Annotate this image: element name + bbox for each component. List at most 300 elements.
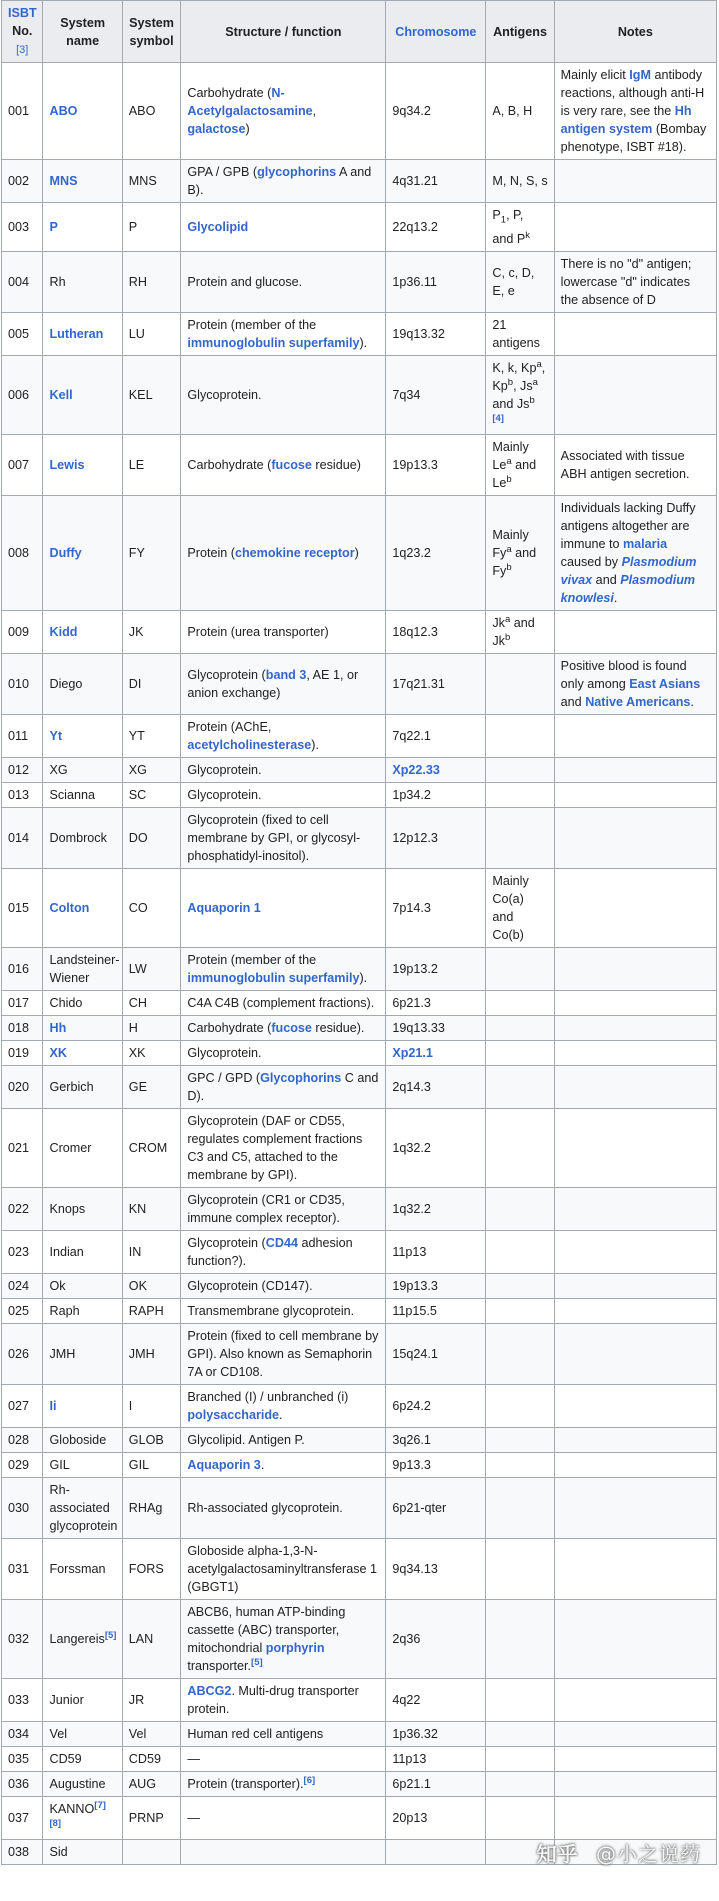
system-symbol-cell: LAN [122, 1599, 181, 1678]
chromosome-cell [386, 1538, 486, 1599]
isbt-number-cell: 013 [2, 782, 43, 807]
table-row [2, 1298, 717, 1323]
isbt-number-cell: 033 [2, 1678, 43, 1721]
text-span: Protein (fixed to cell membrane by GPI). Also known as Semaphorin 7A or CD108. [187, 1328, 379, 1379]
chromosome-cell [386, 160, 486, 203]
system-symbol-cell: XG [122, 757, 181, 782]
system-name-cell [43, 947, 122, 990]
notes-cell [554, 160, 716, 203]
text-span: A, B, H [492, 104, 533, 118]
notes-cell [554, 1721, 716, 1746]
inline-link[interactable]: Native Americans [585, 694, 691, 709]
chromosome-text: 19p13.3 [392, 1278, 438, 1293]
chromosome-cell [386, 714, 486, 757]
text-span: Protein (urea transporter) [187, 624, 329, 639]
structure-cell [181, 1323, 386, 1384]
inline-link[interactable]: Hh antigen system [560, 104, 692, 136]
chromosome-cell [386, 1771, 486, 1796]
structure-cell [181, 1187, 386, 1230]
text-span: Globoside alpha-1,3-N-acetylgalactosaminyltransferase 1 (GBGT1) [187, 1543, 378, 1594]
system-name-text: Landsteiner-Wiener [49, 952, 120, 985]
system-name-link[interactable]: MNS [49, 174, 78, 188]
system-name-cell[interactable] [43, 714, 122, 757]
antigens-cell [486, 1538, 554, 1599]
watermark-logo: 知乎 [536, 1842, 579, 1866]
isbt-number-cell: 017 [2, 990, 43, 1015]
system-name-cell [43, 1771, 122, 1796]
isbt-number-cell: 035 [2, 1746, 43, 1771]
chromosome-cell[interactable] [386, 757, 486, 782]
inline-link[interactable]: CD44 [265, 1235, 298, 1250]
chromosome-text: 19q13.33 [392, 1020, 445, 1035]
system-name-link[interactable]: Ii [49, 1398, 57, 1413]
watermark [537, 1838, 701, 1867]
system-symbol-cell: GE [122, 1065, 181, 1108]
system-name-cell [43, 757, 122, 782]
chromosome-text: 9q34.2 [392, 104, 431, 118]
system-name-link[interactable]: Kidd [49, 624, 78, 639]
text-span: and Le [492, 457, 537, 490]
antigens-cell [486, 1599, 554, 1678]
chromosome-cell [386, 1298, 486, 1323]
reference-link[interactable]: [5] [251, 1656, 263, 1668]
system-name-cell[interactable] [43, 203, 122, 252]
text-span: Mainly Le [492, 439, 529, 472]
text-span: Glycoprotein (CR1 or CD35, immune complex receptor). [187, 1192, 345, 1225]
system-name-text: Junior [49, 1692, 84, 1707]
system-name-text: Cromer [49, 1140, 92, 1155]
inline-link[interactable]: immunoglobulin superfamily [187, 335, 360, 350]
isbt-number-cell: 027 [2, 1384, 43, 1427]
header-system-name: System name [43, 1, 122, 63]
reference-link[interactable]: [4] [492, 412, 504, 424]
structure-cell [181, 1721, 386, 1746]
text-span: caused by [560, 554, 622, 569]
text-span: . [279, 1407, 283, 1422]
text-span: C and D). [187, 1070, 379, 1103]
chromosome-text: 2q36 [392, 1631, 421, 1646]
inline-link[interactable]: polysaccharide [187, 1407, 280, 1422]
structure-cell [181, 782, 386, 807]
system-symbol-cell: FORS [122, 1538, 181, 1599]
header-chromosome[interactable] [386, 1, 486, 63]
text-span: , Js [513, 378, 533, 393]
system-name-link[interactable]: Hh [49, 1020, 67, 1035]
structure-cell [181, 1599, 386, 1678]
superscript: b [506, 473, 512, 485]
inline-link[interactable]: acetylcholinesterase [187, 737, 312, 752]
system-name-text: Knops [49, 1201, 86, 1216]
text-span: Associated with tissue ABH antigen secretion. [560, 448, 690, 481]
text-span: Rh-associated glycoprotein. [187, 1500, 343, 1515]
table-row [2, 1427, 717, 1452]
reference-link[interactable]: [8] [49, 1817, 62, 1829]
isbt-number-cell: 037 [2, 1796, 43, 1839]
system-symbol-cell: KEL [122, 355, 181, 434]
chromosome-cell [386, 1273, 486, 1298]
isbt-number-cell: 010 [2, 653, 43, 714]
system-symbol-cell: IN [122, 1230, 181, 1273]
chromosome-link[interactable]: Xp22.33 [392, 762, 440, 777]
text-span: M, N, S, s [492, 174, 548, 188]
table-row [2, 203, 717, 252]
text-span: GPA / GPB ( [187, 165, 258, 179]
text-span: and Js [492, 396, 530, 411]
inline-link[interactable]: band 3 [265, 667, 307, 682]
notes-cell [554, 868, 716, 947]
structure-cell [181, 1040, 386, 1065]
isbt-number-cell: 026 [2, 1323, 43, 1384]
chromosome-cell [386, 1796, 486, 1839]
system-name-cell[interactable] [43, 63, 122, 160]
system-name-cell[interactable] [43, 868, 122, 947]
antigens-cell [486, 434, 554, 495]
system-name-cell [43, 1108, 122, 1187]
chromosome-cell [386, 355, 486, 434]
text-span: and Jk [492, 615, 535, 648]
inline-link[interactable]: immunoglobulin superfamily [187, 970, 360, 985]
structure-cell [181, 1538, 386, 1599]
antigens-cell [486, 807, 554, 868]
chromosome-cell [386, 1065, 486, 1108]
structure-cell [181, 653, 386, 714]
system-name-text: Raph [49, 1303, 80, 1318]
text-span: There is no "d" antigen; lowercase "d" indicates the absence of D [560, 256, 692, 307]
superscript: a [532, 376, 538, 388]
chromosome-text: 1p36.11 [392, 274, 437, 289]
antigens-cell [486, 1187, 554, 1230]
table-row [2, 990, 717, 1015]
system-symbol-cell: ABO [122, 63, 181, 160]
notes-cell [554, 63, 716, 160]
system-symbol-cell: PRNP [122, 1796, 181, 1839]
structure-cell [181, 947, 386, 990]
inline-link[interactable]: Aquaporin 3 [187, 1457, 261, 1472]
chromosome-cell [386, 1746, 486, 1771]
notes-cell [554, 757, 716, 782]
notes-cell [554, 1108, 716, 1187]
table-row [2, 1273, 717, 1298]
structure-cell [181, 1230, 386, 1273]
system-name-cell[interactable] [43, 1040, 122, 1065]
superscript: b [506, 561, 512, 573]
inline-link[interactable]: chemokine receptor [234, 545, 355, 560]
text-span: Glycoprotein ( [187, 667, 266, 682]
system-name-text: Rh-associated glycoprotein [49, 1482, 118, 1533]
table-row [2, 653, 717, 714]
table-row [2, 610, 717, 653]
isbt-number-cell: 007 [2, 434, 43, 495]
table-row [2, 1015, 717, 1040]
text-span: Glycoprotein (DAF or CD55, regulates complement fractions C3 and C5, attached to the membrane by GPI). [187, 1113, 363, 1182]
structure-cell [181, 1015, 386, 1040]
inline-link[interactable]: fucose [271, 457, 312, 472]
notes-cell [554, 653, 716, 714]
text-span: Branched (I) / unbranched (i) [187, 1389, 349, 1404]
system-name-cell[interactable] [43, 1015, 122, 1040]
inline-link[interactable]: East Asians [629, 676, 701, 691]
system-name-cell [43, 1323, 122, 1384]
system-symbol-cell: P [122, 203, 181, 252]
notes-cell [554, 807, 716, 868]
chromosome-link[interactable]: Chromosome [395, 24, 477, 39]
system-symbol-cell: LE [122, 434, 181, 495]
system-name-text: CD59 [49, 1751, 82, 1766]
system-name-cell[interactable] [43, 610, 122, 653]
antigens-cell [486, 1427, 554, 1452]
notes-cell [554, 714, 716, 757]
system-symbol-cell: GLOB [122, 1427, 181, 1452]
chromosome-cell [386, 947, 486, 990]
system-symbol-cell: FY [122, 495, 181, 610]
inline-link[interactable]: Aquaporin 1 [187, 900, 261, 915]
antigens-cell [486, 203, 554, 252]
isbt-number-cell: 002 [2, 160, 43, 203]
notes-cell [554, 1230, 716, 1273]
text-span: — [187, 1810, 200, 1825]
chromosome-text: 15q24.1 [392, 1346, 438, 1361]
system-name-text: Forssman [49, 1561, 106, 1576]
notes-cell [554, 610, 716, 653]
structure-cell [181, 1746, 386, 1771]
header-structure: Structure / function [181, 1, 386, 63]
system-symbol-cell: LW [122, 947, 181, 990]
chromosome-link[interactable]: Xp21.1 [392, 1045, 433, 1060]
system-name-cell [43, 1477, 122, 1538]
blood-group-table [1, 0, 717, 1865]
structure-cell [181, 807, 386, 868]
chromosome-text: 7p14.3 [392, 900, 431, 915]
inline-link[interactable]: ABCG2 [187, 1683, 232, 1698]
inline-link[interactable]: Glycolipid [187, 219, 249, 234]
system-symbol-cell: H [122, 1015, 181, 1040]
system-name-link[interactable]: Kell [49, 387, 73, 402]
structure-cell [181, 1452, 386, 1477]
table-row [2, 160, 717, 203]
text-span: Glycoprotein. [187, 762, 262, 777]
chromosome-cell [386, 1599, 486, 1678]
header-notes: Notes [554, 1, 716, 63]
notes-cell [554, 434, 716, 495]
chromosome-text: 19q13.32 [392, 326, 445, 341]
inline-link[interactable]: glycophorins [257, 165, 337, 179]
system-symbol-cell: JR [122, 1678, 181, 1721]
text-span: Glycolipid. Antigen P. [187, 1432, 305, 1447]
system-name-cell [43, 1230, 122, 1273]
text-span: Carbohydrate ( [187, 1020, 272, 1035]
system-name-text: Chido [49, 995, 83, 1010]
text-span: residue) [311, 457, 361, 472]
system-name-link[interactable]: XK [49, 1045, 67, 1060]
isbt-number-cell: 018 [2, 1015, 43, 1040]
table-row [2, 1384, 717, 1427]
antigens-cell [486, 1323, 554, 1384]
system-symbol-cell: AUG [122, 1771, 181, 1796]
system-symbol-cell: CH [122, 990, 181, 1015]
system-symbol-cell: Vel [122, 1721, 181, 1746]
notes-cell [554, 203, 716, 252]
text-span: ). [359, 970, 368, 985]
italic-link[interactable]: Plasmodium knowlesi [560, 572, 696, 605]
system-name-text: Rh [49, 274, 66, 289]
table-row [2, 434, 717, 495]
inline-link[interactable]: N-Acetylgalactosamine [187, 86, 313, 118]
system-symbol-cell: RAPH [122, 1298, 181, 1323]
isbt-link[interactable]: ISBT [8, 6, 37, 20]
table-row [2, 868, 717, 947]
system-name-link[interactable]: Colton [49, 900, 90, 915]
notes-cell [554, 1040, 716, 1065]
system-name-link[interactable]: Yt [49, 728, 63, 743]
text-span: P [492, 208, 501, 222]
antigens-cell [486, 1015, 554, 1040]
chromosome-cell [386, 1230, 486, 1273]
text-span: Glycoprotein ( [187, 1235, 266, 1250]
antigens-cell [486, 947, 554, 990]
notes-cell [554, 1384, 716, 1427]
table-row [2, 1452, 717, 1477]
isbt-number-cell: 032 [2, 1599, 43, 1678]
table-row [2, 1040, 717, 1065]
system-symbol-cell: RH [122, 251, 181, 312]
antigens-cell [486, 495, 554, 610]
inline-link[interactable]: fucose [271, 1020, 312, 1035]
text-span: Mainly Co(a) and Co(b) [492, 873, 529, 942]
italic-link[interactable]: Plasmodium vivax [560, 554, 697, 587]
structure-cell [181, 757, 386, 782]
antigens-cell [486, 868, 554, 947]
text-span: Protein ( [187, 545, 235, 560]
notes-cell [554, 312, 716, 355]
structure-cell [181, 1771, 386, 1796]
chromosome-cell [386, 434, 486, 495]
system-symbol-cell: CO [122, 868, 181, 947]
notes-cell [554, 782, 716, 807]
antigens-cell [486, 251, 554, 312]
notes-cell [554, 355, 716, 434]
isbt-ref-link[interactable]: [3] [16, 44, 29, 56]
system-name-text: Dombrock [49, 830, 107, 845]
antigens-cell [486, 312, 554, 355]
text-span: Glycoprotein (CD147). [187, 1278, 313, 1293]
system-name-cell [43, 1839, 122, 1864]
system-name-text: JMH [49, 1346, 76, 1361]
inline-link[interactable]: galactose [187, 122, 246, 136]
antigens-cell [486, 1452, 554, 1477]
isbt-number-cell: 001 [2, 63, 43, 160]
table-row [2, 1771, 717, 1796]
text-span: Transmembrane glycoprotein. [187, 1303, 355, 1318]
antigens-cell [486, 1721, 554, 1746]
reference-link[interactable]: [7] [94, 1799, 106, 1811]
system-symbol-cell: MNS [122, 160, 181, 203]
text-span: C, c, D, E, e [492, 265, 535, 298]
system-name-cell[interactable] [43, 355, 122, 434]
chromosome-cell [386, 251, 486, 312]
chromosome-text: 6p21.1 [392, 1776, 431, 1791]
system-name-cell[interactable] [43, 495, 122, 610]
header-row [2, 1, 717, 63]
table-row [2, 63, 717, 160]
system-name-cell[interactable] [43, 1384, 122, 1427]
inline-link[interactable]: malaria [622, 536, 668, 551]
system-name-cell [43, 1721, 122, 1746]
antigens-cell [486, 782, 554, 807]
reference-link[interactable]: [5] [104, 1629, 117, 1641]
antigens-cell [486, 653, 554, 714]
chromosome-text: 1q32.2 [392, 1201, 431, 1216]
text-span: , AE 1, or anion exchange) [187, 667, 359, 700]
header-isbt[interactable] [2, 1, 43, 63]
isbt-number-cell: 004 [2, 251, 43, 312]
notes-cell [554, 1015, 716, 1040]
text-span: and Fy [492, 545, 537, 578]
table-row [2, 782, 717, 807]
system-symbol-cell: LU [122, 312, 181, 355]
system-name-link[interactable]: Lutheran [49, 326, 104, 341]
isbt-number-cell: 020 [2, 1065, 43, 1108]
chromosome-cell[interactable] [386, 1040, 486, 1065]
system-name-cell[interactable] [43, 434, 122, 495]
structure-cell [181, 868, 386, 947]
system-name-link[interactable]: Lewis [49, 457, 85, 472]
notes-cell [554, 1477, 716, 1538]
chromosome-text: 9p13.3 [392, 1457, 431, 1472]
text-span: K, k, Kp [492, 360, 537, 375]
system-symbol-cell: KN [122, 1187, 181, 1230]
system-name-cell[interactable] [43, 160, 122, 203]
isbt-number-cell: 014 [2, 807, 43, 868]
superscript: b [529, 394, 535, 406]
table-row [2, 947, 717, 990]
isbt-number-cell: 023 [2, 1230, 43, 1273]
system-symbol-cell: JK [122, 610, 181, 653]
text-span: antibody reactions, although anti-H is very rare, see the [560, 68, 705, 118]
antigens-cell [486, 1746, 554, 1771]
system-name-cell [43, 1298, 122, 1323]
table-row [2, 807, 717, 868]
system-name-cell[interactable] [43, 312, 122, 355]
text-span: Mainly Fy [492, 527, 529, 560]
notes-cell [554, 1599, 716, 1678]
text-span: Jk [492, 615, 505, 630]
isbt-number-cell: 012 [2, 757, 43, 782]
text-span: Glycoprotein. [187, 787, 262, 802]
system-name-link[interactable]: ABO [49, 104, 78, 118]
table-row [2, 757, 717, 782]
antigens-cell [486, 610, 554, 653]
system-symbol-cell: JMH [122, 1323, 181, 1384]
text-span: Glycoprotein. [187, 387, 262, 402]
text-span: Human red cell antigens [187, 1726, 324, 1741]
inline-link[interactable]: porphyrin [265, 1640, 325, 1655]
text-span: . [613, 590, 618, 605]
system-name-link[interactable]: Duffy [49, 545, 82, 560]
system-name-cell [43, 1187, 122, 1230]
text-span: Individuals lacking Duffy antigens altogether are immune to [560, 500, 696, 551]
system-name-cell [43, 1427, 122, 1452]
system-name-cell [43, 1452, 122, 1477]
text-span: and [592, 572, 621, 587]
isbt-number-cell: 029 [2, 1452, 43, 1477]
system-symbol-cell: DI [122, 653, 181, 714]
reference-link[interactable]: [6] [303, 1774, 316, 1786]
text-span: . [260, 1457, 265, 1472]
inline-link[interactable]: Glycophorins [260, 1070, 342, 1085]
inline-link[interactable]: IgM [629, 68, 651, 82]
system-name-link[interactable]: P [49, 219, 58, 234]
text-span: Protein (member of the [187, 317, 317, 332]
